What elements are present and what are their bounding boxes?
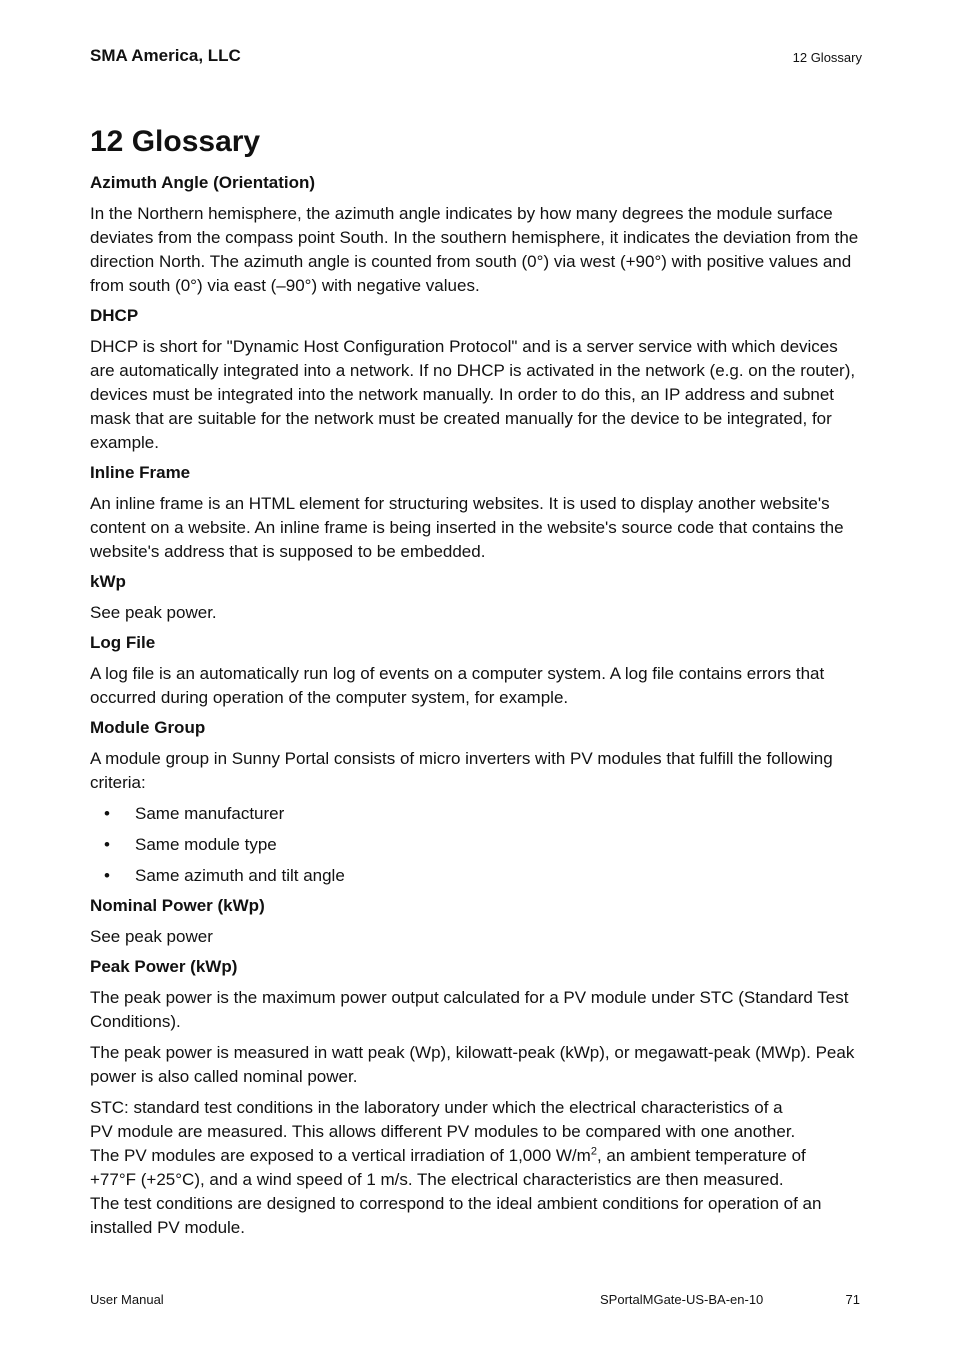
glossary-entry-peak-power xyxy=(90,956,862,1240)
stc-line: PV module are measured. This allows different PV modules to be compared with one another. xyxy=(90,1122,796,1141)
glossary-term: Nominal Power (kWp) xyxy=(90,896,265,915)
glossary-entry-kwp xyxy=(90,571,862,625)
glossary-entry-inline-frame xyxy=(90,462,862,564)
glossary-term: DHCP xyxy=(90,306,139,325)
list-item-text: Same manufacturer xyxy=(135,804,285,823)
glossary-term: Module Group xyxy=(90,718,206,737)
glossary-content xyxy=(90,122,862,1247)
list-item xyxy=(90,864,862,888)
footer-doc-id: SPortalMGate-US-BA-en-10 xyxy=(600,1292,764,1307)
list-item xyxy=(90,802,862,826)
glossary-entry-nominal-power xyxy=(90,895,862,949)
footer-doc-type: User Manual xyxy=(90,1292,164,1307)
glossary-entry-azimuth xyxy=(90,172,862,298)
glossary-definition: See peak power. xyxy=(90,603,217,622)
glossary-entry-log-file xyxy=(90,632,862,710)
stc-line: STC: standard test conditions in the laboratory under which the electrical characteristics of a xyxy=(90,1098,783,1117)
list-item-text: Same azimuth and tilt angle xyxy=(135,866,345,885)
glossary-entry-module-group xyxy=(90,717,862,888)
superscript: 2 xyxy=(590,1145,597,1158)
bullet-icon: • xyxy=(104,835,110,854)
glossary-entry-dhcp xyxy=(90,305,862,455)
bullet-icon: • xyxy=(104,804,110,823)
page-header-section: 12 Glossary xyxy=(792,50,862,65)
list-item-text: Same module type xyxy=(135,835,277,854)
stc-line: The PV modules are exposed to a vertical irradiation of 1,000 W/m xyxy=(90,1146,591,1165)
page-title: 12 Glossary xyxy=(90,125,261,158)
glossary-definition: A log file is an automatically run log of events on a computer system. A log file contains errors that occurred during operation of the computer system, for example. xyxy=(90,664,825,707)
glossary-term: kWp xyxy=(90,572,126,591)
glossary-term: Log File xyxy=(90,633,156,652)
glossary-definition: A module group in Sunny Portal consists of micro inverters with PV modules that fulfill the following criteria: xyxy=(90,749,833,792)
criteria-list xyxy=(90,802,862,888)
list-item xyxy=(90,833,862,857)
glossary-term: Peak Power (kWp) xyxy=(90,957,238,976)
stc-line: +77°F (+25°C), and a wind speed of 1 m/s. The electrical characteristics are then measured. xyxy=(90,1170,784,1189)
glossary-definition: See peak power xyxy=(90,927,213,946)
stc-line: , an ambient temperature of xyxy=(596,1146,806,1165)
glossary-definition: An inline frame is an HTML element for structuring websites. It is used to display another website's content on a website. An inline frame is being inserted in the website's source code that contains the website's address that is supposed to be embedded. xyxy=(90,494,844,561)
stc-definition xyxy=(90,1096,862,1240)
glossary-term: Azimuth Angle (Orientation) xyxy=(90,173,316,192)
glossary-definition: The peak power is measured in watt peak (Wp), kilowatt-peak (kWp), or megawatt-peak (MWp). Peak power is also called nominal power. xyxy=(90,1043,855,1086)
bullet-icon: • xyxy=(104,866,110,885)
glossary-definition: DHCP is short for "Dynamic Host Configuration Protocol" and is a server service with which devices are automatically integrated into a network. If no DHCP is activated in the network (e.g. on the router), devices must be integrated into the network manually. In order to do this, an IP address and subnet mask that are suitable for the network must be created manually for the device to be integrated, for example. xyxy=(90,337,856,452)
page-number: 71 xyxy=(845,1292,860,1307)
glossary-definition: The peak power is the maximum power output calculated for a PV module under STC (Standard Test Conditions). xyxy=(90,988,849,1031)
glossary-term: Inline Frame xyxy=(90,463,191,482)
page-header-company: SMA America, LLC xyxy=(90,46,241,65)
stc-line: The test conditions are designed to correspond to the ideal ambient conditions for operation of an installed PV module. xyxy=(90,1194,822,1237)
glossary-definition: In the Northern hemisphere, the azimuth angle indicates by how many degrees the module surface deviates from the compass point South. In the southern hemisphere, it indicates the deviation from the direction North. The azimuth angle is counted from south (0°) via west (+90°) with positive values and from south (0°) via east (–90°) with negative values. xyxy=(90,204,859,295)
